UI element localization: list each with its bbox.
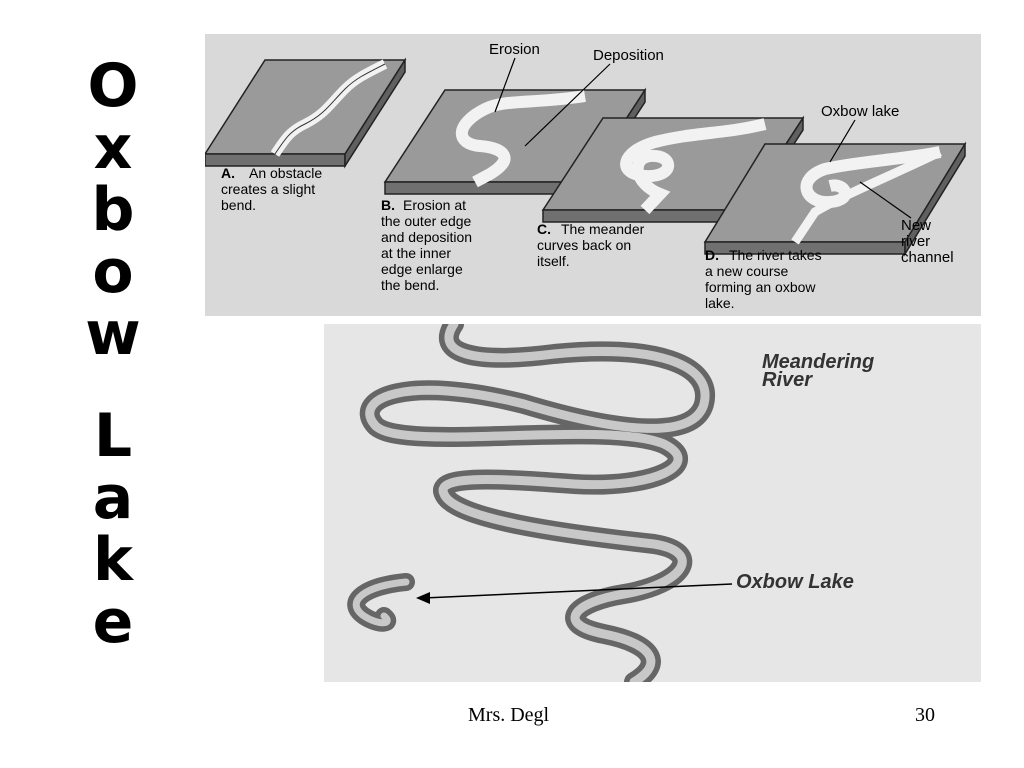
new-channel-label-line: river [901, 233, 931, 250]
title-letter: b [91, 175, 135, 245]
svg-text:A. [221, 165, 235, 181]
caption-b-line: the outer edge [381, 213, 472, 229]
caption-d-letter: D. [705, 247, 719, 263]
caption-b [381, 197, 472, 293]
caption-d [705, 247, 822, 311]
caption-b-line: edge enlarge [381, 261, 463, 277]
footer-author: Mrs. Degl [468, 704, 550, 726]
caption-d-line: a new course [705, 263, 789, 279]
deposition-label: Deposition [593, 47, 664, 64]
caption-a-letter: A. [221, 165, 235, 181]
meandering-river-title-line: Meandering [762, 351, 875, 373]
title-letter: L [93, 401, 133, 471]
footer-page-number: 30 [915, 704, 935, 726]
caption-c-line: The meander [561, 221, 645, 237]
oxbow-arrow [416, 584, 732, 604]
meandering-river-title-line: River [762, 369, 813, 391]
title-letter: e [92, 587, 134, 657]
title-letter: w [85, 299, 141, 369]
meandering-river-figure [324, 324, 981, 682]
oxbow-lake-shape [356, 582, 406, 623]
vertical-title [58, 51, 168, 657]
erosion-label: Erosion [489, 41, 540, 58]
oxbow-lake-figure-label: Oxbow Lake [736, 571, 854, 593]
caption-b-line: at the inner [381, 245, 452, 261]
stage-a-slab [205, 60, 405, 166]
caption-a-line: bend. [221, 197, 257, 213]
caption-b-line: the bend. [381, 277, 440, 293]
caption-b-line: Erosion at [403, 197, 467, 213]
caption-c [537, 221, 645, 269]
title-letter: k [93, 525, 133, 595]
caption-c-line: curves back on [537, 237, 632, 253]
caption-b-line: and deposition [381, 229, 473, 245]
caption-c-line: itself. [537, 253, 570, 269]
caption-d-line: lake. [705, 295, 735, 311]
title-letter: x [93, 113, 133, 183]
caption-c-letter: C. [537, 221, 551, 237]
caption-a-line: creates a slight [221, 181, 316, 197]
caption-b-letter: B. [381, 197, 395, 213]
caption-a [221, 165, 322, 213]
caption-a-line: An obstacle [249, 165, 323, 181]
title-letter: o [92, 237, 134, 307]
title-letter: a [92, 463, 134, 533]
caption-d-line: forming an oxbow [705, 279, 816, 295]
new-channel-label-line: channel [901, 249, 954, 266]
caption-d-line: The river takes [729, 247, 822, 263]
oxbow-lake-label: Oxbow lake [821, 103, 900, 120]
title-letter: O [87, 51, 139, 121]
meander-stages-diagram [205, 34, 981, 316]
river-channel [370, 324, 705, 682]
new-channel-label-line: New [901, 217, 932, 234]
